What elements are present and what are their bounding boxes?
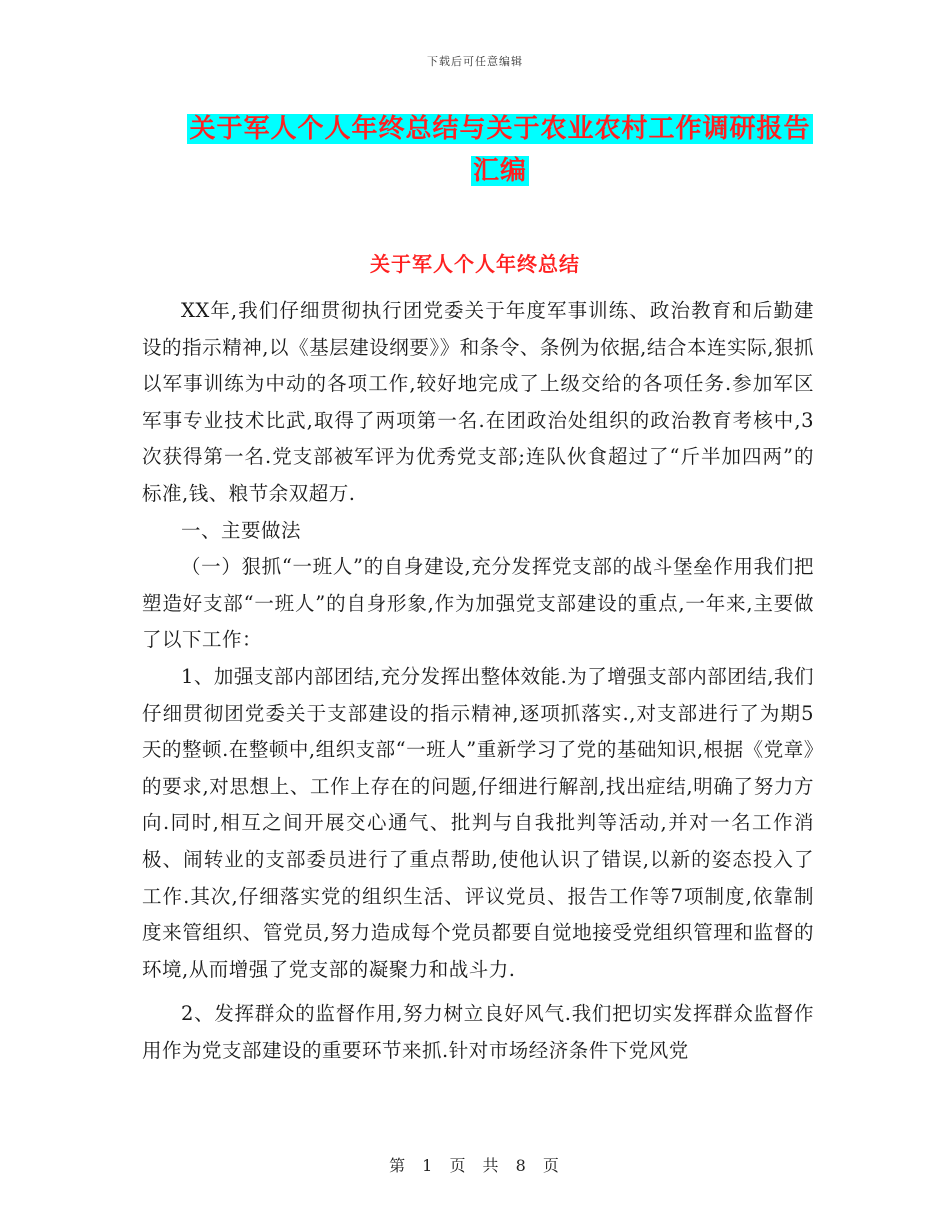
section-title: 关于军人个人年终总结 — [370, 252, 580, 276]
paragraph: 1、加强支部内部团结,充分发挥出整体效能.为了增强支部内部团结,我们仔细贯彻团党委关于支部建设的指示精神,逐项抓落实.,对支部进行了为期5天的整顿.在整顿中,组织支部“一班人”重新学习了党的基础知识,根据《党章》的要求,对思想上、工作上存在的问题,仔细进行解剖,找出症结,明确了努力方向.同时,相互之间开展交心通气、批判与自我批判等活动,并对一名工作消极、闹转业的支部委员进行了重点帮助,使他认识了错误,以新的姿态投入了工作.其次,仔细落实党的组织生活、评议党员、报告工作等7项制度,依靠制度来管组织、管党员,努力造成每个党员都要自觉地接受党组织管理和监督的环境,从而增强了党支部的凝聚力和战斗力. — [142, 664, 815, 981]
paragraph: XX年,我们仔细贯彻执行团党委关于年度军事训练、政治教育和后勤建设的指示精神,以《基层建设纲要》》和条令、条例为依据,结合本连实际,狠抓以军事训练为中动的各项工作,较好地完成了上级交给的各项任务.参加军区军事专业技术比武,取得了两项第一名.在团政治处组织的政治教育考核中,3次获得第一名.党支部被军评为优秀党支部;连队伙食超过了“斤半加四两”的标准,钱、粮节余双超万. — [142, 299, 814, 505]
paragraph: 2、发挥群众的监督作用,努力树立良好风气.我们把切实发挥群众监督作用作为党支部建设的重要环节来抓.针对市场经济条件下党风党 — [142, 1002, 814, 1062]
document-title — [150, 108, 850, 192]
paragraph: （一）狠抓“一班人”的自身建设,充分发挥党支部的战斗堡垒作用我们把塑造好支部“一班人”的自身形象,作为加强党支部建设的重点,一年来,主要做了以下工作： — [142, 555, 814, 652]
document-title-line-2: 汇编 — [472, 156, 527, 186]
page-footer: 第 1 页 共 8 页 — [389, 1156, 561, 1175]
paragraph: 一、主要做法 — [181, 518, 302, 542]
document-title-line-1: 关于军人个人年终总结与关于农业农村工作调研报告 — [189, 114, 811, 144]
document-body — [142, 293, 814, 1069]
header-note: 下载后可任意编辑 — [427, 55, 523, 68]
